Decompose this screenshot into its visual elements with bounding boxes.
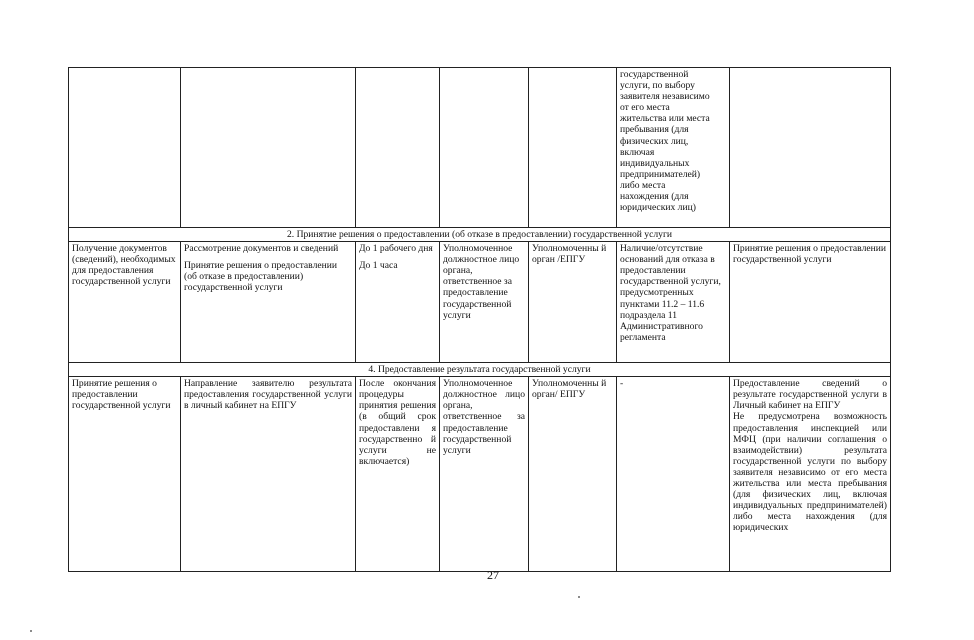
cell-place: Уполномоченны й орган/ ЕПГУ xyxy=(529,377,617,572)
text-line: жительства или места xyxy=(620,113,710,125)
cell-basis: Получение документов (сведений), необходимых для предоставления государственной услуги xyxy=(69,242,181,363)
scan-speck xyxy=(30,630,32,632)
cell-procedures xyxy=(181,242,356,363)
cell-place: Уполномоченны й орган /ЕПГУ xyxy=(529,242,617,363)
section-4-title: 4. Предоставление результата государственной услуги xyxy=(69,363,891,377)
cell-top-result-basis xyxy=(617,68,730,228)
section-header-row xyxy=(69,228,891,242)
procedure-review: Рассмотрение документов и сведений xyxy=(184,243,339,255)
result-primary: Предоставление сведений о результате государственной услуги в Личный кабинет на ЕПГУ xyxy=(733,378,887,412)
cell-deadline xyxy=(356,242,440,363)
section-2-title: 2. Принятие решения о предоставлении (об отказе в предоставлении) государственной услуги xyxy=(69,228,891,242)
cell-criteria: - xyxy=(617,377,730,572)
text-line: пребывания (для xyxy=(620,124,689,136)
text-line: заявителя независимо xyxy=(620,91,710,103)
table-row-decision xyxy=(69,242,891,363)
cell-empty xyxy=(730,68,891,228)
text-line: включая xyxy=(620,146,655,158)
cell-criteria: Наличие/отсутствие оснований для отказа в предоставлении государственной услуги, предусмотренных пунктами 11.2 – 11.6 подраздела 11 Административного регламента xyxy=(617,242,730,363)
cell-empty xyxy=(69,68,181,228)
text-line: государственной xyxy=(620,69,689,80)
deadline-decision: До 1 часа xyxy=(359,260,398,272)
deadline-review: До 1 рабочего дня xyxy=(359,243,433,255)
section-header-row xyxy=(69,363,891,377)
scan-speck xyxy=(578,596,580,598)
text-line: либо места xyxy=(620,179,666,191)
procedure-table xyxy=(68,67,891,572)
cell-result: Принятие решения о предоставлении государственной услуги xyxy=(730,242,891,363)
page-number: 27 xyxy=(487,568,499,582)
cell-procedures: Направление заявителю результата предоставления государственной услуги в личный кабинет на ЕПГУ xyxy=(181,377,356,572)
cell-empty xyxy=(181,68,356,228)
text-line: нахождения (для xyxy=(620,191,689,203)
cell-deadline: После окончания процедуры принятия решения (в общий срок предоставлени я государственно й услуги не включается) xyxy=(356,377,440,572)
procedure-decision: Принятие решения о предоставлении (об отказе в предоставлении) государственной услуги xyxy=(184,260,338,294)
text-line: индивидуальных xyxy=(620,157,690,169)
cell-empty xyxy=(356,68,440,228)
cell-result xyxy=(730,377,891,572)
cell-empty xyxy=(440,68,529,228)
cell-responsible: Уполномоченное должностное лицо органа, ответственное за предоставление государственной услуги xyxy=(440,242,529,363)
text-line: предпринимателей) xyxy=(620,168,701,180)
text-line: физических лиц, xyxy=(620,135,689,147)
cell-empty xyxy=(529,68,617,228)
result-note: Не предусмотрена возможность предоставления инспекцией или МФЦ (при наличии соглашения о взаимодействии) результата государственной услуги по выбору заявителя независимо от его места жительства или места пребывания (для физических лиц, включая индивидуальных предпринимателей) либо места нахождения (для юридических xyxy=(733,411,887,534)
cell-basis: Принятие решения о предоставлении государственной услуги xyxy=(69,377,181,572)
text-line: юридических лиц) xyxy=(620,202,696,214)
text-line: от его места xyxy=(620,102,670,114)
cell-responsible: Уполномоченное должностное лицо органа, ответственное за предоставление государственной услуги xyxy=(440,377,529,572)
table-row-top xyxy=(69,68,891,228)
text-line: услуги, по выбору xyxy=(620,80,695,92)
table-row-result xyxy=(69,377,891,572)
